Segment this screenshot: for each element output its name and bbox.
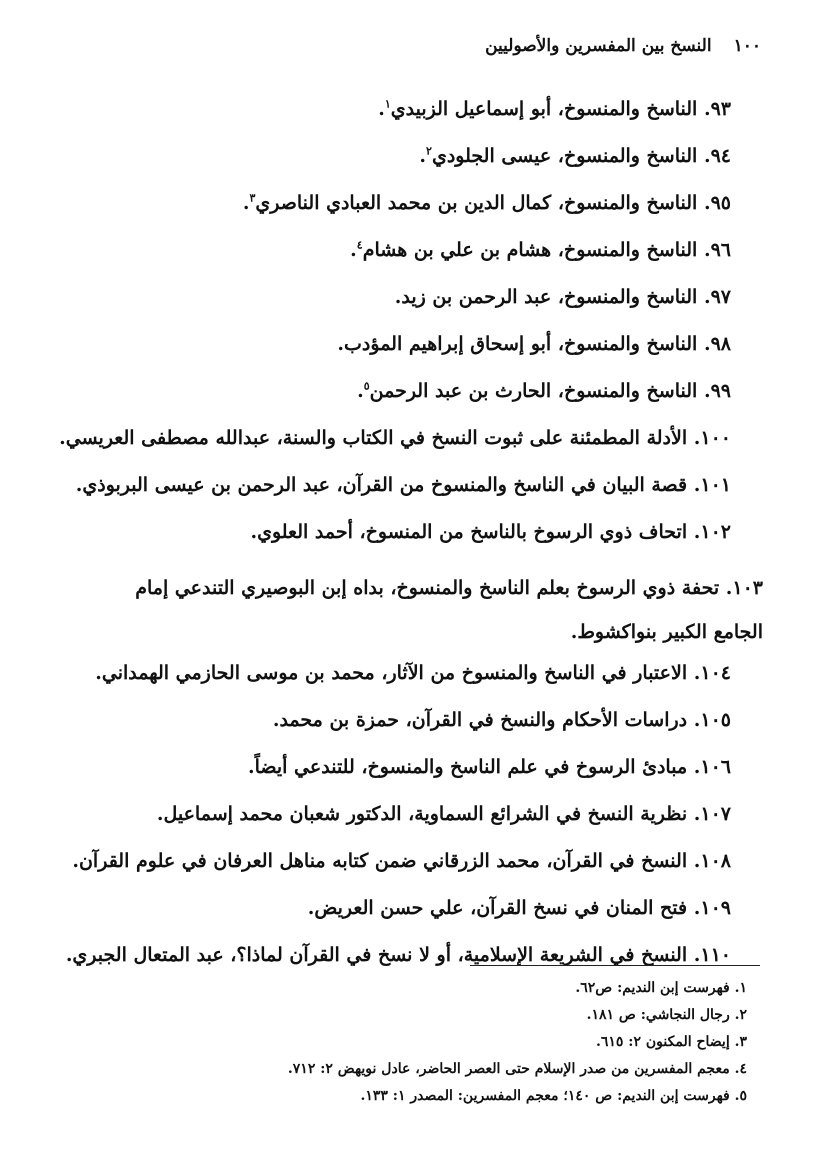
list-item [71,895,731,942]
entry-text: فتح المنان في نسخ القرآن، علي حسن العريض. [307,897,688,919]
footnote-ref: ٥ [363,379,370,393]
bibliography-list [59,96,763,989]
entry-text: الاعتبار في الناسخ والمنسوخ من الآثار، محمد بن موسى الحازمي الهمداني. [95,662,688,684]
entry-text: الأدلة المطمئنة على ثبوت النسخ في الكتاب والسنة، عبدالله مصطفى العريسي. [59,427,688,449]
entry-text: الناسخ والمنسوخ، عبد الرحمن بن زيد. [394,286,698,308]
entry-text: الناسخ والمنسوخ، أبو إسماعيل الزبيدي [390,98,698,120]
entry-number: ٩٧. [703,286,731,308]
entry-number: ١٠٤. [693,662,731,684]
entry-number: ٩٥. [703,192,731,214]
footnote: ١. فهرست إبن النديم: ص٦٢. [575,980,747,996]
list-item [71,848,731,895]
list-item [71,707,731,754]
entry-number: ١١٠. [693,944,731,966]
entry-end: . [419,145,427,167]
footnote: ٣. إيضاح المكنون ٢: ٦١٥. [596,1034,747,1050]
entry-text: الناسخ والمنسوخ، كمال الدين بن محمد العبادي الناصري [255,192,698,214]
entry-text: مبادئ الرسوخ في علم الناسخ والمنسوخ، للتندعي أيضاً. [248,756,688,778]
list-item [63,566,763,660]
entry-number: ٩٤. [703,145,731,167]
entry-number: ١٠٦. [693,756,731,778]
entry-end: . [357,380,364,402]
entry-number: ١٠٣. [725,577,763,599]
list-item [59,425,731,472]
entry-text: قصة البيان في الناسخ والمنسوخ من القرآن، عبد الرحمن بن عيسى البربوذي. [75,474,688,496]
list-item [71,331,731,378]
footnote-ref: ٤ [356,238,363,252]
entry-text: النسخ في الشريعة الإسلامية، أو لا نسخ في القرآن لماذا؟، عبد المتعال الجبري. [65,944,688,966]
entry-number: ١٠٩. [693,897,731,919]
list-item [71,378,731,425]
list-item [71,284,731,331]
entry-number: ١٠١. [693,474,731,496]
entry-number: ١٠٥. [693,709,731,731]
list-item [71,190,731,237]
entry-number: ٩٣. [703,98,731,120]
footnote-ref: ١ [384,97,391,111]
entry-text: الناسخ والمنسوخ، أبو إسحاق إبراهيم المؤدب. [337,333,698,355]
footnote-ref: ٢ [426,144,432,158]
entry-end: . [350,239,357,261]
footnote: ٤. معجم المفسرين من صدر الإسلام حتى العصر الحاضر، عادل نويهض ٢: ٧١٢. [287,1061,747,1077]
list-item [71,754,731,801]
list-item [71,660,731,707]
entry-text: دراسات الأحكام والنسخ في القرآن، حمزة بن محمد. [272,709,688,731]
running-title: النسخ بين المفسرين والأصوليين [485,36,712,56]
page-number: ١٠٠ [733,36,761,56]
entry-number: ٩٩. [703,380,731,402]
entry-text: تحفة ذوي الرسوخ بعلم الناسخ والمنسوخ، بداه إبن البوصيري التندعي إمام [135,577,720,599]
list-item [71,143,731,190]
entry-number: ١٠٧. [693,803,731,825]
list-item [71,519,731,566]
entry-number: ١٠٢. [693,521,731,543]
entry-text: الناسخ والمنسوخ، الحارث بن عبد الرحمن [369,380,698,402]
entry-text: النسخ في القرآن، محمد الزرقاني ضمن كتابه مناهل العرفان في علوم القرآن. [72,850,688,872]
running-header [81,36,761,56]
entry-end: . [378,98,385,120]
footnote: ٥. فهرست إبن النديم: ص ١٤٠؛ معجم المفسرين: المصدر ١: ١٣٣. [360,1088,747,1104]
footnote: ٢. رجال النجاشي: ص ١٨١. [586,1007,747,1023]
entry-number: ١٠٨. [693,850,731,872]
entry-number: ٩٦. [703,239,731,261]
list-item [71,801,731,848]
entry-continuation: الجامع الكبير بنواكشوط. [570,621,763,643]
list-item [71,96,731,143]
entry-text: نظرية النسخ في الشرائع السماوية، الدكتور شعبان محمد إسماعيل. [156,803,688,825]
entry-number: ٩٨. [703,333,731,355]
entry-text: الناسخ والمنسوخ، هشام بن علي بن هشام [362,239,698,261]
footnote-divider [470,965,760,966]
footnote-ref: ٣ [249,191,256,205]
entry-end: . [242,192,250,214]
list-item [71,472,731,519]
entry-text: اتحاف ذوي الرسوخ بالناسخ من المنسوخ، أحمد العلوي. [250,521,688,543]
list-item [71,237,731,284]
footnotes [87,978,747,1113]
entry-number: ١٠٠. [693,427,731,449]
entry-text: الناسخ والمنسوخ، عيسى الجلودي [431,145,698,167]
